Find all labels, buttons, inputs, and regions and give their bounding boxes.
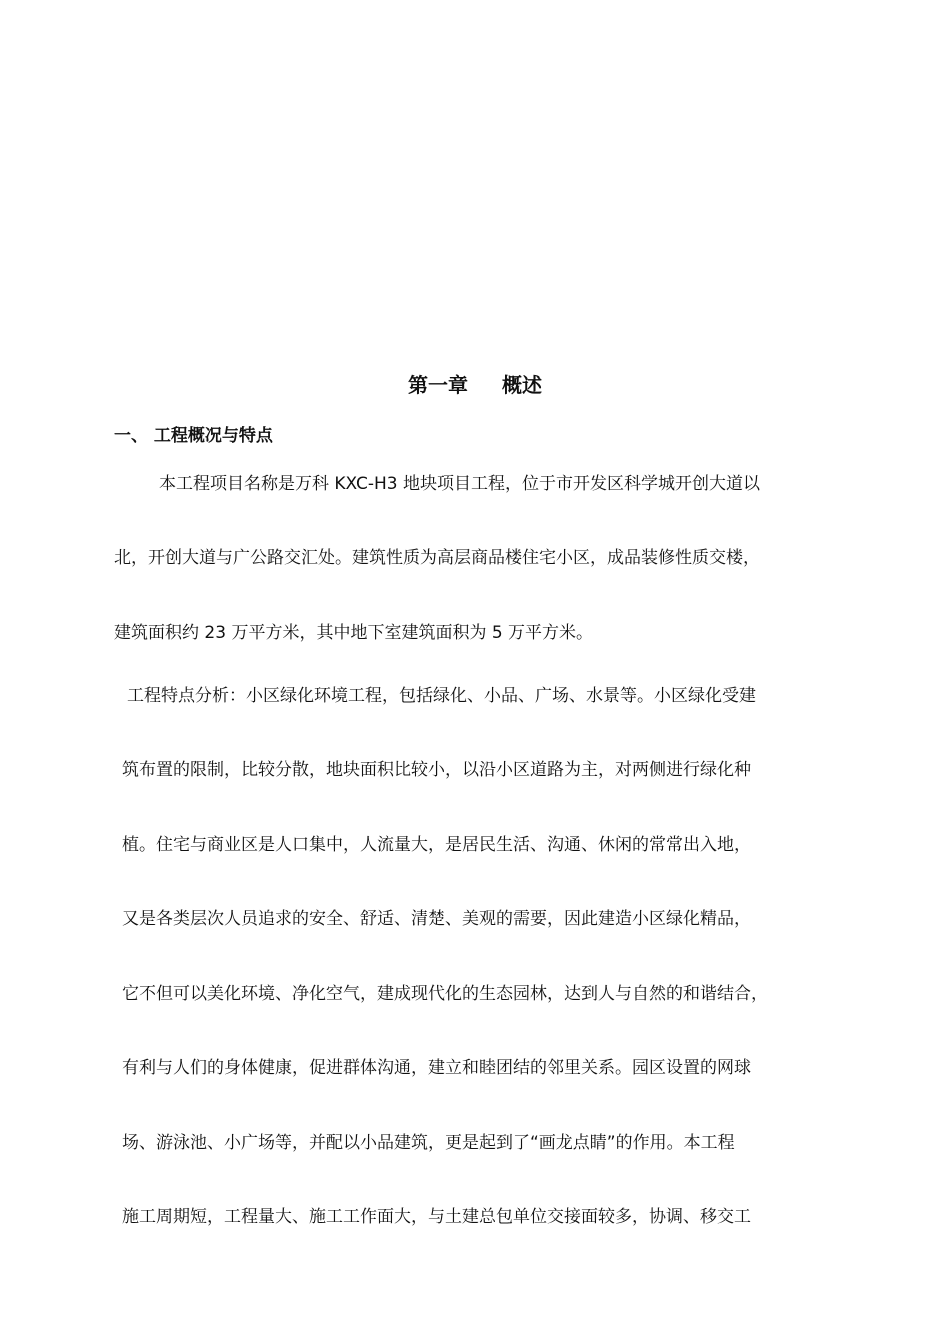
- paragraph-line: 本工程项目名称是万科 KXC-H3 地块项目工程，位于市开发区科学城开创大道以: [159, 474, 760, 494]
- paragraph-line: 它不但可以美化环境、净化空气，建成现代化的生态园林，达到人与自然的和谐结合，: [122, 984, 768, 1004]
- paragraph-line: 植。住宅与商业区是人口集中，人流量大，是居民生活、沟通、休闲的常常出入地，: [122, 835, 751, 855]
- paragraph-line: 工程特点分析：小区绿化环境工程，包括绿化、小品、广场、水景等。小区绿化受建: [127, 686, 756, 706]
- paragraph-line: 场、游泳池、小广场等，并配以小品建筑，更是起到了“画龙点睛”的作用。本工程: [122, 1133, 735, 1153]
- paragraph-line: 建筑面积约 23 万平方米，其中地下室建筑面积为 5 万平方米。: [114, 623, 594, 643]
- paragraph-line: 又是各类层次人员追求的安全、舒适、清楚、美观的需要，因此建造小区绿化精品，: [122, 909, 751, 929]
- chapter-title: [0, 371, 950, 399]
- paragraph-line: 北，开创大道与广公路交汇处。建筑性质为高层商品楼住宅小区，成品装修性质交楼，: [114, 548, 760, 568]
- chapter-name: 概述: [502, 373, 542, 397]
- paragraph-line: 施工周期短，工程量大、施工工作面大，与土建总包单位交接面较多，协调、移交工: [122, 1207, 751, 1227]
- chapter-number: 第一章: [408, 373, 468, 397]
- section-heading: 一、 工程概况与特点: [114, 426, 273, 446]
- paragraph-line: 筑布置的限制，比较分散，地块面积比较小，以沿小区道路为主，对两侧进行绿化种: [122, 760, 751, 780]
- paragraph-line: 有利与人们的身体健康，促进群体沟通，建立和睦团结的邻里关系。园区设置的网球: [122, 1058, 751, 1078]
